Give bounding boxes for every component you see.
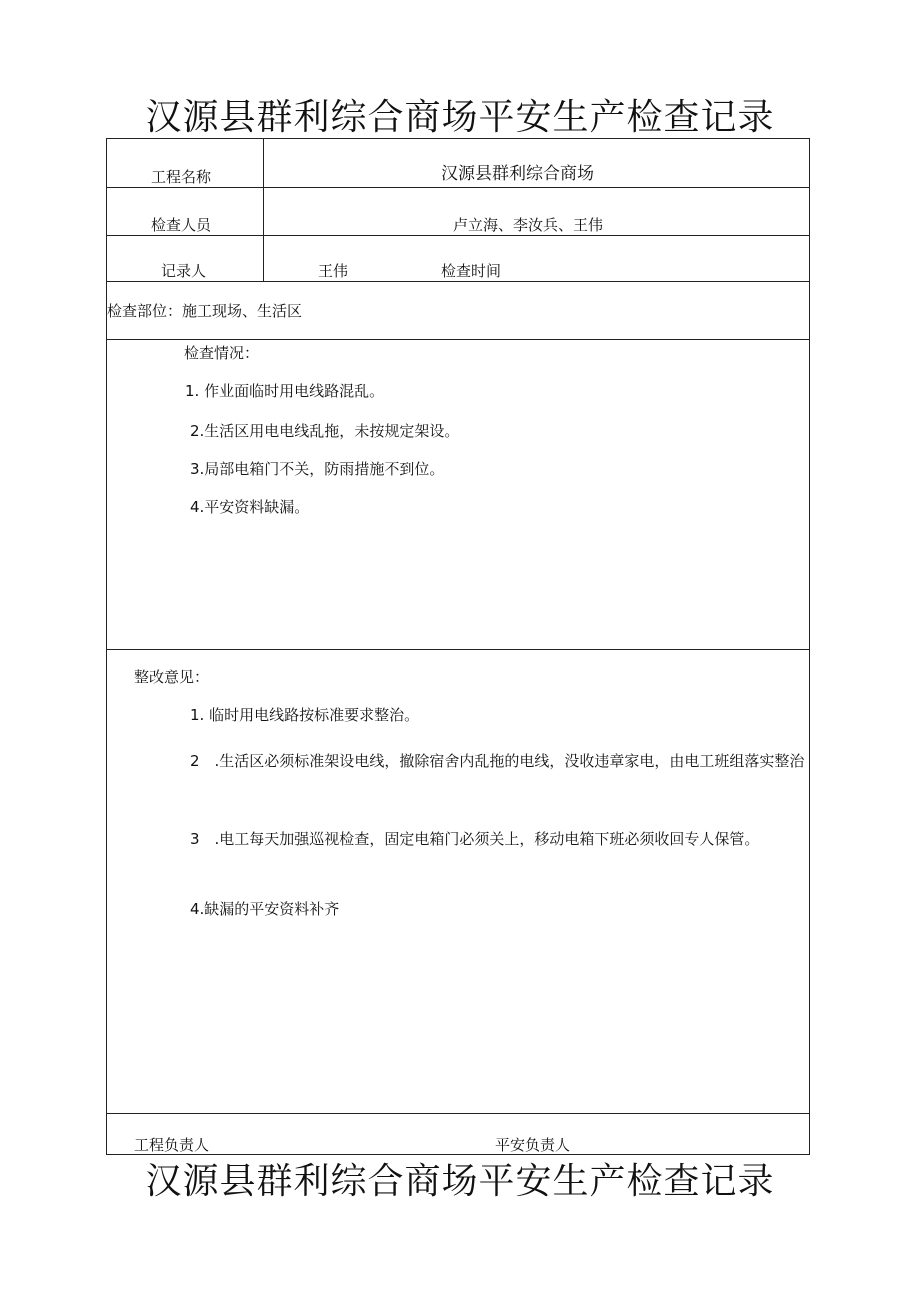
- inspection-time-label: 检查时间: [441, 262, 502, 280]
- row-divider: [107, 1113, 809, 1114]
- inspectors-value: 卢立海、李汝兵、王伟: [453, 216, 604, 234]
- recorder-value: 王伟: [318, 262, 349, 280]
- project-manager-signature-label: 工程负责人: [134, 1136, 210, 1154]
- row-divider: [107, 649, 809, 650]
- row-divider: [107, 235, 809, 236]
- row-divider: [107, 339, 809, 340]
- project-name-value: 汉源县群利综合商场: [441, 164, 594, 184]
- rectification-item: 4.缺漏的平安资料补齐: [190, 900, 340, 918]
- situation-item: 1. 作业面临时用电线路混乱。: [185, 382, 385, 400]
- document-title: 汉源县群利综合商场平安生产检查记录: [145, 97, 775, 138]
- inspectors-label: 检查人员: [151, 216, 212, 234]
- row-divider: [107, 187, 809, 188]
- document-title-repeat: 汉源县群利综合商场平安生产检查记录: [145, 1161, 775, 1202]
- column-divider: [263, 139, 264, 281]
- situation-item: 3.局部电箱门不关，防雨措施不到位。: [190, 460, 445, 478]
- rectification-item: 2 .生活区必须标准架设电线，撤除宿舍内乱拖的电线，没收违章家电，由电工班组落实整治: [190, 752, 805, 770]
- rectification-item: 1. 临时用电线路按标准要求整治。: [190, 706, 420, 724]
- safety-officer-signature-label: 平安负责人: [495, 1136, 571, 1154]
- situation-item: 4.平安资料缺漏。: [190, 498, 310, 516]
- rectification-heading: 整改意见：: [134, 668, 210, 686]
- inspection-location: 检查部位：施工现场、生活区: [107, 302, 303, 320]
- project-name-label: 工程名称: [151, 168, 212, 186]
- row-divider: [107, 281, 809, 282]
- recorder-label: 记录人: [161, 262, 207, 280]
- situation-item: 2.生活区用电电线乱拖，未按规定架设。: [190, 422, 460, 440]
- situation-heading: 检查情况：: [184, 344, 260, 362]
- rectification-item: 3 .电工每天加强巡视检查，固定电箱门必须关上，移动电箱下班必须收回专人保管。: [190, 830, 760, 848]
- inspection-form: [106, 138, 810, 1155]
